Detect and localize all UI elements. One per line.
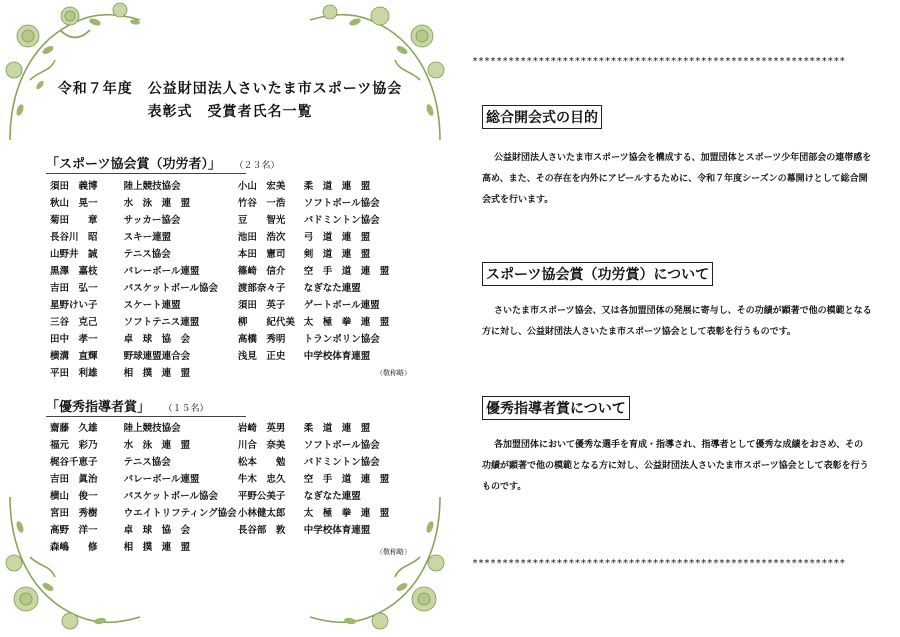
recipient-row	[50, 312, 420, 329]
recipient-organization: 中学校体育連盟	[303, 350, 371, 362]
award2-heading	[46, 396, 209, 415]
section-purpose-heading: 総合開会式の目的	[482, 105, 602, 129]
recipient-organization: 剣 道 連 盟	[303, 248, 371, 260]
award2-list	[50, 418, 420, 554]
recipient-organization: バレーボール連盟	[123, 265, 200, 277]
recipient-row	[50, 537, 420, 554]
recipient-name: 梶谷千恵子	[50, 456, 98, 468]
recipient-organization: バスケットボール協会	[123, 490, 218, 502]
recipient-organization: バレーボール連盟	[123, 473, 200, 485]
award1-list	[50, 176, 420, 380]
recipient-organization: 卓 球 協 会	[123, 524, 191, 536]
recipient-row	[50, 503, 420, 520]
recipient-name: 豆 智光	[237, 214, 286, 226]
rose-vine-corner-top-right-icon	[300, 0, 450, 150]
recipient-name: 長谷部 敦	[237, 524, 286, 536]
recipient-name: 星野けい子	[50, 299, 98, 311]
recipient-name: 岩崎 英男	[237, 422, 286, 434]
recipient-organization: バスケットボール協会	[123, 282, 218, 294]
recipient-name: 平野公美子	[237, 490, 286, 502]
recipient-name: 山野井 誠	[50, 248, 98, 260]
award2-note: （敬称略）	[376, 548, 411, 556]
section-purpose-body: 公益財団法人さいたま市スポーツ協会を構成する、加盟団体とスポーツ少年団部会の連帯感を高め、また、その存在を内外にアピールするために、令和７年度シーズンの幕開けとして総合開会式を行います。	[482, 153, 872, 205]
recipient-row	[50, 329, 420, 346]
recipient-organization: テニス協会	[123, 456, 171, 468]
recipient-name: 高橋 秀明	[237, 333, 286, 345]
recipient-name: 竹谷 一浩	[237, 197, 286, 209]
recipient-organization: バドミントン協会	[303, 456, 380, 468]
recipient-row	[50, 469, 420, 486]
recipient-name: 高野 洋一	[50, 524, 98, 536]
recipient-organization: 柔 道 連 盟	[303, 180, 371, 192]
recipient-organization: ソフトボール協会	[303, 439, 380, 451]
recipient-organization: ゲートボール連盟	[303, 299, 380, 311]
recipient-row	[50, 452, 420, 469]
recipient-row	[50, 261, 420, 278]
recipient-organization: ソフトボール協会	[303, 197, 380, 209]
recipient-row	[50, 278, 420, 295]
recipient-name: 秋山 晃一	[50, 197, 98, 209]
recipient-organization: バドミントン協会	[303, 214, 380, 226]
recipient-name: 須田 英子	[237, 299, 286, 311]
recipient-row	[50, 520, 420, 537]
recipient-organization: テニス協会	[123, 248, 171, 260]
recipient-name: 本田 憲司	[237, 248, 286, 260]
recipient-name: 齋藤 久雄	[50, 422, 98, 434]
document-title: 令和７年度 公益財団法人さいたま市スポーツ協会	[57, 81, 403, 97]
recipient-organization: 陸上競技協会	[123, 180, 181, 192]
section-coach-heading: 優秀指導者賞について	[482, 396, 630, 420]
recipient-organization: 野球連盟連合会	[123, 350, 191, 362]
recipient-organization: なぎなた連盟	[303, 282, 361, 294]
recipient-organization: サッカー協会	[123, 214, 181, 226]
recipient-name: 菊田 章	[50, 214, 98, 226]
award1-note: （敬称略）	[376, 369, 411, 377]
recipient-name: 池田 浩次	[237, 231, 286, 243]
recipient-name: 小林健太郎	[237, 507, 286, 519]
recipient-organization: ウエイトリフティング協会	[123, 507, 237, 519]
recipient-name: 篠崎 信介	[237, 265, 286, 277]
recipient-organization: 水 泳 連 盟	[123, 439, 191, 451]
recipient-organization: 相 撲 連 盟	[123, 541, 191, 553]
recipient-name: 長谷川 昭	[50, 231, 98, 243]
recipient-organization: 陸上競技協会	[123, 422, 181, 434]
recipient-name: 横溝 直輝	[50, 350, 98, 362]
recipient-row	[50, 244, 420, 261]
recipient-row	[50, 418, 420, 435]
document-subtitle: 表彰式 受賞者氏名一覧	[147, 104, 313, 120]
recipient-name: 横山 俊一	[50, 490, 98, 502]
recipient-organization: 相 撲 連 盟	[123, 367, 191, 379]
award1-count: （２３名）	[238, 161, 280, 171]
recipient-name: 須田 義博	[50, 180, 98, 192]
recipient-organization: 水 泳 連 盟	[123, 197, 191, 209]
recipient-organization: 空 手 道 連 盟	[303, 265, 390, 277]
recipient-name: 森嶋 修	[50, 541, 98, 553]
recipient-row	[50, 210, 420, 227]
recipient-organization: 空 手 道 連 盟	[303, 473, 390, 485]
recipient-organization: 弓 道 連 盟	[303, 231, 371, 243]
award1-title: 「スポーツ協会賞（功労者）」	[46, 157, 221, 172]
award2-title: 「優秀指導者賞」	[46, 400, 151, 415]
recipient-organization: 卓 球 協 会	[123, 333, 191, 345]
recipient-name: 福元 彩乃	[50, 439, 98, 451]
recipient-name: 川合 奈美	[237, 439, 286, 451]
recipient-name: 平田 利雄	[50, 367, 98, 379]
recipient-row	[50, 363, 420, 380]
recipient-row	[50, 193, 420, 210]
recipient-organization: 太 極 拳 連 盟	[303, 507, 390, 519]
recipient-name: 三谷 克己	[50, 316, 98, 328]
award1-heading	[46, 153, 280, 172]
section-contribution-body: さいたま市スポーツ協会、又は各加盟団体の発展に寄与し、その功績が顕著で他の模範となる方に対し、公益財団法人さいたま市スポーツ協会として表彰を行うものです。	[482, 306, 872, 337]
recipient-name: 牛木 忠久	[237, 473, 286, 485]
recipient-organization: 太 極 拳 連 盟	[303, 316, 390, 328]
recipient-organization: なぎなた連盟	[303, 490, 361, 502]
rose-vine-corner-top-left-icon	[0, 0, 150, 150]
recipient-name: 田中 孝一	[50, 333, 98, 345]
recipient-name: 小山 宏美	[237, 180, 286, 192]
recipient-organization: ソフトテニス連盟	[123, 316, 200, 328]
recipient-organization: スキー連盟	[123, 231, 172, 243]
recipient-row	[50, 176, 420, 193]
section-coach-body: 各加盟団体において優秀な選手を育成・指導され、指導者として優秀な成績をおさめ、その功績が顕著で他の模範となる方に対し、公益財団法人さいたま市スポーツ協会として表彰を行うものです。	[482, 440, 869, 492]
recipient-name: 渡部奈々子	[237, 282, 286, 294]
star-divider-top: **************************************************************	[472, 56, 846, 67]
recipient-name: 吉田 眞治	[50, 473, 98, 485]
recipient-name: 松本 勉	[237, 456, 286, 468]
recipient-name: 柳 紀代美	[237, 316, 295, 328]
recipient-organization: 中学校体育連盟	[303, 524, 371, 536]
right-page	[450, 0, 900, 637]
award2-count: （１５名）	[168, 404, 209, 414]
recipient-row	[50, 486, 420, 503]
recipient-row	[50, 295, 420, 312]
recipient-name: 吉田 弘一	[50, 282, 98, 294]
recipient-name: 宮田 秀樹	[50, 507, 98, 519]
recipient-organization: 柔 道 連 盟	[303, 422, 371, 434]
recipient-row	[50, 435, 420, 452]
recipient-row	[50, 346, 420, 363]
recipient-organization: スケート連盟	[123, 299, 181, 311]
recipient-row	[50, 227, 420, 244]
section-contribution-heading: スポーツ協会賞（功労賞）について	[482, 262, 713, 286]
recipient-name: 浅見 正史	[237, 350, 286, 362]
star-divider-bottom: **************************************************************	[472, 558, 846, 569]
recipient-organization: トランポリン協会	[303, 333, 380, 345]
recipient-name: 黒澤 嘉枝	[50, 265, 98, 277]
